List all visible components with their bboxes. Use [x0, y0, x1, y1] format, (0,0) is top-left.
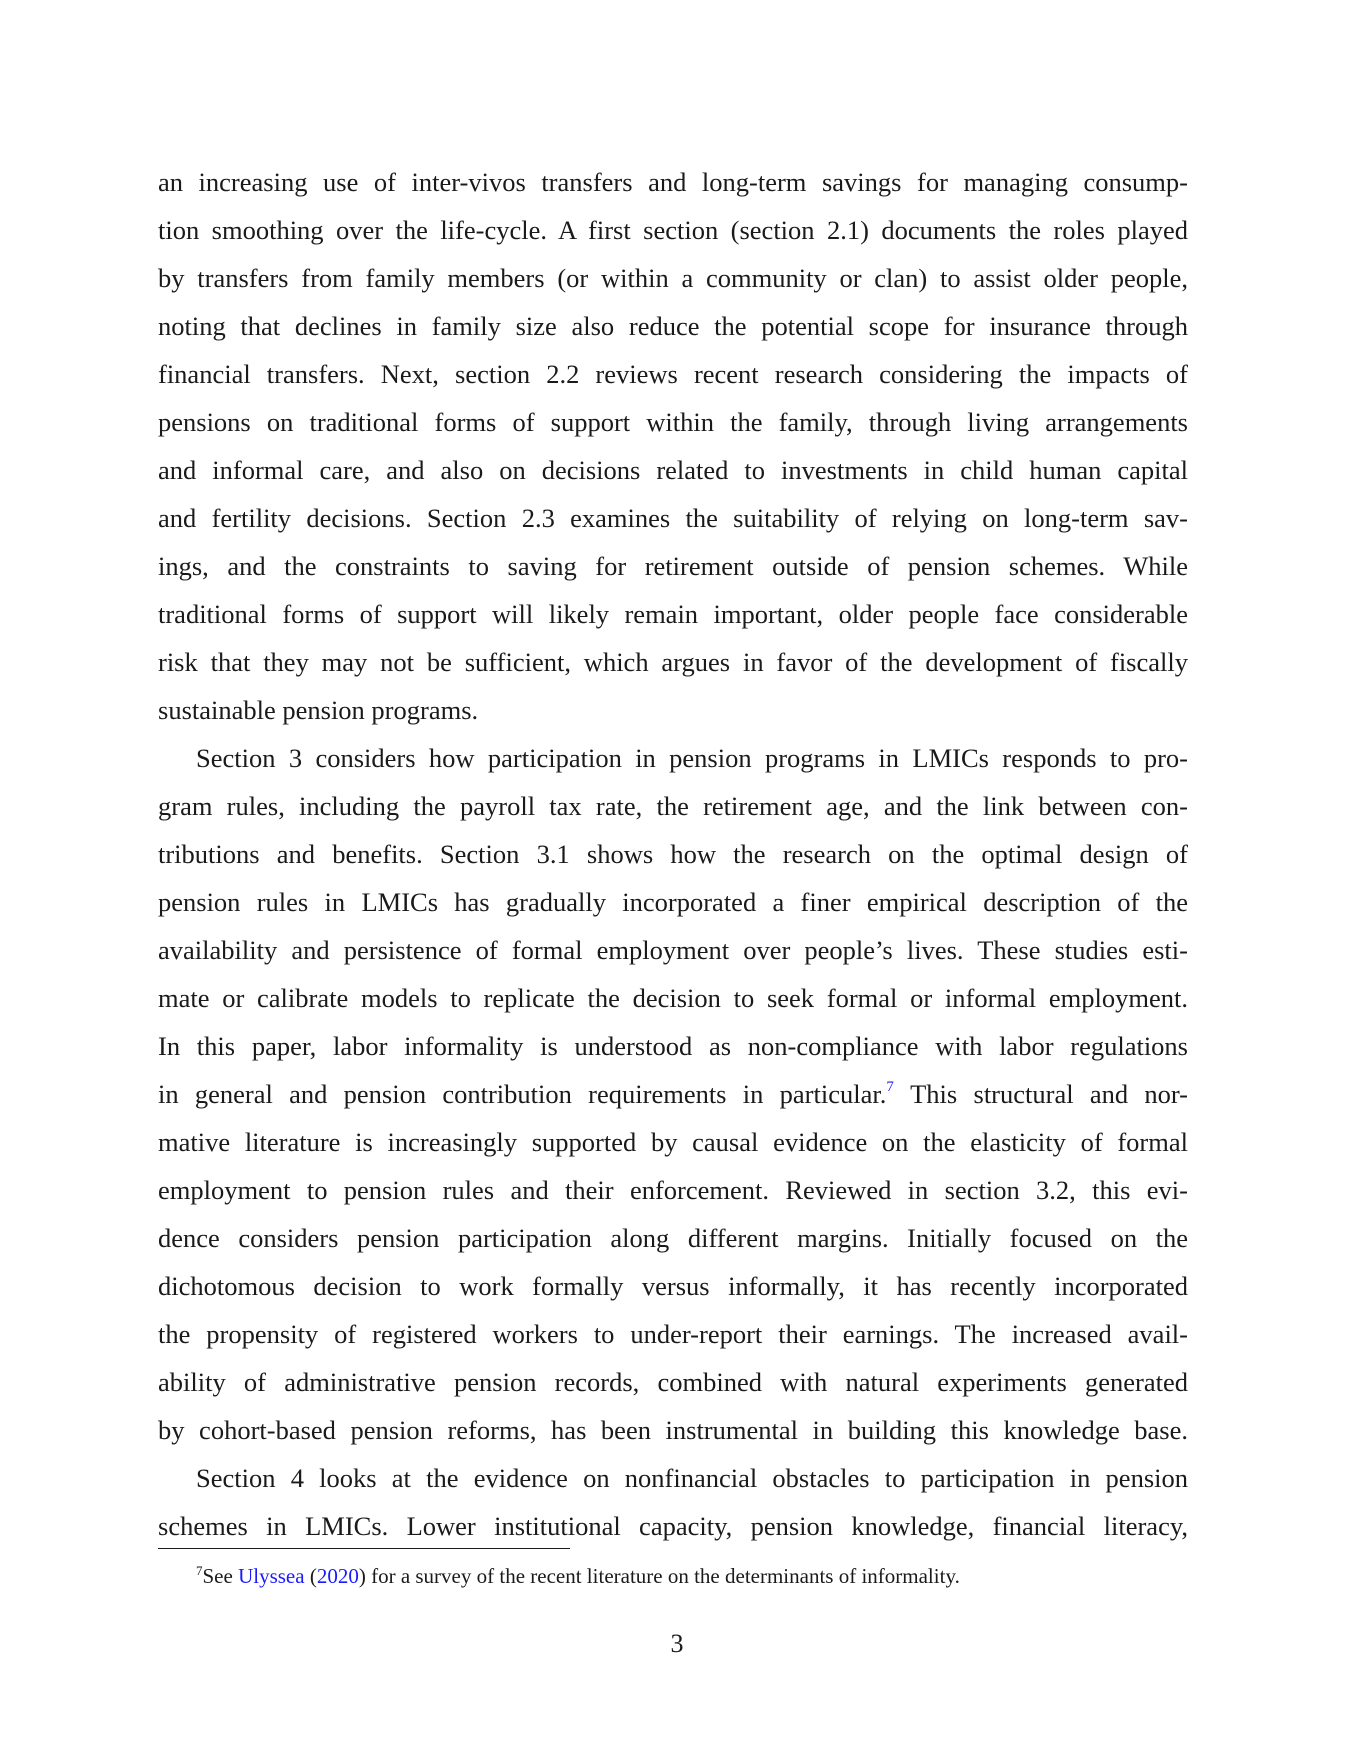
text-line: gram rules, including the payroll tax rate, the retirement age, and the link between con-: [158, 791, 1188, 821]
text-segment: This structural and nor-: [910, 1079, 1188, 1109]
text-line: an increasing use of inter-vivos transfers and long-term savings for managing consump-: [158, 167, 1188, 197]
footnote-marker-link[interactable]: 7: [886, 1079, 894, 1095]
text-line: pension rules in LMICs has gradually incorporated a finer empirical description of the: [158, 887, 1188, 917]
text-line: Section 3 considers how participation in pension programs in LMICs responds to pro-: [196, 743, 1188, 773]
citation-author-link[interactable]: Ulyssea: [238, 1564, 305, 1588]
text-segment: in general and pension contribution requirements in particular.: [158, 1079, 887, 1109]
text-line: tributions and benefits. Section 3.1 shows how the research on the optimal design of: [158, 839, 1188, 869]
text-line: mate or calibrate models to replicate the decision to seek formal or informal employment.: [158, 983, 1188, 1013]
text-line: tion smoothing over the life-cycle. A first section (section 2.1) documents the roles played: [158, 215, 1188, 245]
text-line: and fertility decisions. Section 2.3 examines the suitability of relying on long-term sav-: [158, 503, 1188, 533]
footnote-text: for a survey of the recent literature on the determinants of informality.: [365, 1564, 960, 1588]
text-line: the propensity of registered workers to under-report their earnings. The increased avail-: [158, 1319, 1188, 1349]
footnote-number: 7: [196, 1563, 203, 1578]
text-line: dence considers pension participation along different margins. Initially focused on the: [158, 1223, 1188, 1253]
text-line: availability and persistence of formal employment over people’s lives. These studies esti-: [158, 935, 1188, 965]
text-line-with-footnote: [158, 1070, 1188, 1118]
text-line: by cohort-based pension reforms, has been instrumental in building this knowledge base.: [158, 1415, 1188, 1445]
text-line: ings, and the constraints to saving for retirement outside of pension schemes. While: [158, 551, 1188, 581]
text-line: noting that declines in family size also reduce the potential scope for insurance through: [158, 311, 1188, 341]
text-line: schemes in LMICs. Lower institutional capacity, pension knowledge, financial literacy,: [158, 1511, 1188, 1541]
page-number: 3: [670, 1629, 684, 1658]
footnote: [196, 1562, 960, 1590]
text-line: employment to pension rules and their enforcement. Reviewed in section 3.2, this evi-: [158, 1175, 1188, 1205]
body-text: [158, 158, 1188, 1550]
text-line: dichotomous decision to work formally versus informally, it has recently incorporated: [158, 1271, 1188, 1301]
text-line: mative literature is increasingly supported by causal evidence on the elasticity of formal: [158, 1127, 1188, 1157]
text-line: ability of administrative pension records, combined with natural experiments generated: [158, 1367, 1188, 1397]
text-line: and informal care, and also on decisions related to investments in child human capital: [158, 455, 1188, 485]
text-line: pensions on traditional forms of support within the family, through living arrangements: [158, 407, 1188, 437]
footnote-close-paren: ): [358, 1564, 366, 1588]
text-line: by transfers from family members (or within a community or clan) to assist older people,: [158, 263, 1188, 293]
footnote-open-paren: (: [304, 1564, 317, 1588]
text-line: risk that they may not be sufficient, which argues in favor of the development of fiscally: [158, 647, 1188, 677]
footnote-prefix: See: [202, 1564, 239, 1588]
text-line: In this paper, labor informality is understood as non-compliance with labor regulations: [158, 1031, 1188, 1061]
text-line: traditional forms of support will likely remain important, older people face considerable: [158, 599, 1188, 629]
citation-year-link[interactable]: 2020: [316, 1564, 359, 1588]
text-line: Section 4 looks at the evidence on nonfinancial obstacles to participation in pension: [196, 1463, 1188, 1493]
footnote-divider: [158, 1548, 570, 1549]
text-line: financial transfers. Next, section 2.2 reviews recent research considering the impacts of: [158, 359, 1188, 389]
text-line: sustainable pension programs.: [158, 695, 479, 725]
